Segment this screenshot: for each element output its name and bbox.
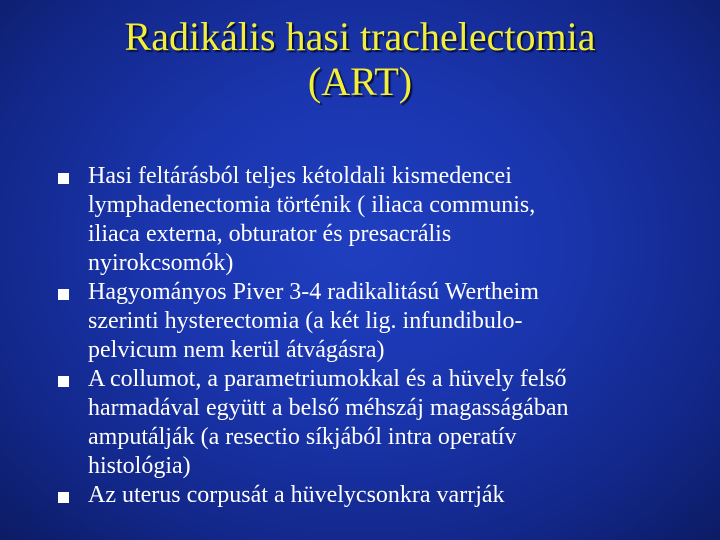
bullet-item-3 <box>58 365 678 481</box>
bullet-line: Hasi feltárásból teljes kétoldali kismedencei <box>88 163 512 189</box>
bullet-item-4 <box>58 481 678 510</box>
slide-title-line-2: (ART) <box>307 59 413 104</box>
bullet-line: iliaca externa, obturator és presacrális <box>88 221 452 247</box>
bullet-text <box>88 278 678 365</box>
bullet-line: szerinti hysterectomia (a két lig. infundibulo- <box>88 308 523 334</box>
bullet-line: histológia) <box>88 453 191 479</box>
bullet-line: harmadával együtt a belső méhszáj magasságában <box>88 395 569 421</box>
bullet-line: pelvicum nem kerül átvágásra) <box>88 337 385 363</box>
bullet-item-1 <box>58 162 678 278</box>
bullet-line: Hagyományos Piver 3-4 radikalitású Wertheim <box>88 279 539 305</box>
bullet-text <box>88 162 678 278</box>
slide-title <box>40 14 680 104</box>
bullet-line: lymphadenectomia történik ( iliaca communis, <box>88 192 536 218</box>
bullet-line: nyirokcsomók) <box>88 250 234 276</box>
square-bullet-icon <box>58 289 69 300</box>
square-bullet-icon <box>58 492 69 503</box>
bullet-text <box>88 481 678 510</box>
slide-title-line-1: Radikális hasi trachelectomia <box>124 14 596 59</box>
bullet-text <box>88 365 678 481</box>
bullet-list <box>58 162 678 510</box>
square-bullet-icon <box>58 173 69 184</box>
bullet-line: A collumot, a parametriumokkal és a hüvely felső <box>88 366 567 392</box>
bullet-line: amputálják (a resectio síkjából intra operatív <box>88 424 517 450</box>
bullet-item-2 <box>58 278 678 365</box>
square-bullet-icon <box>58 376 69 387</box>
bullet-line: Az uterus corpusát a hüvelycsonkra varrják <box>88 482 505 508</box>
